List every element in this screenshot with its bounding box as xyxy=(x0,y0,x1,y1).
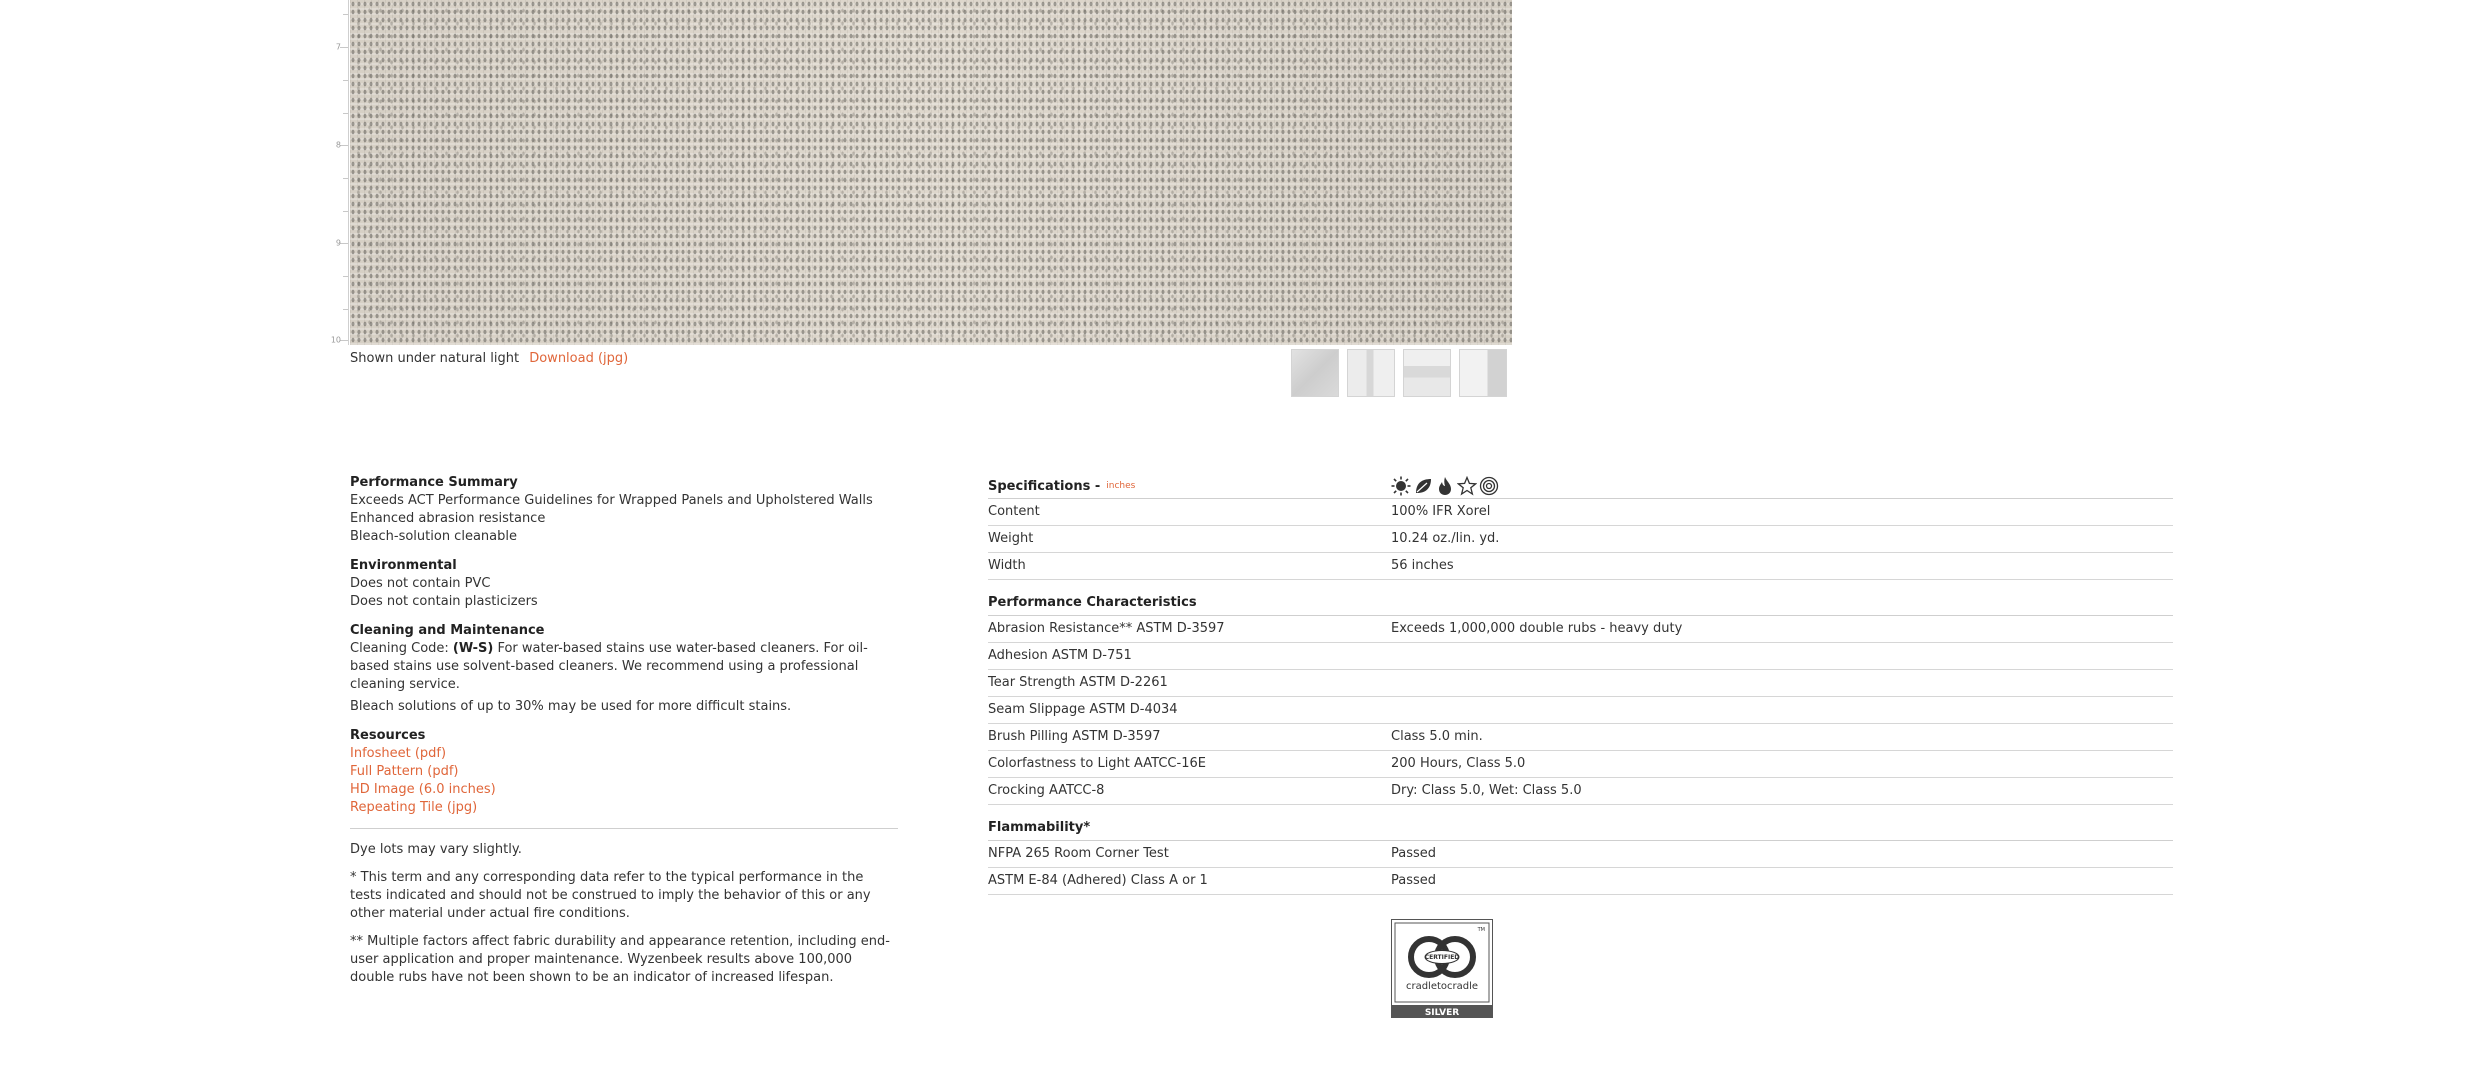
dye-lot-note: Dye lots may vary slightly. xyxy=(350,842,522,857)
image-caption xyxy=(350,351,628,366)
table-row xyxy=(988,643,2173,670)
performance-characteristics-title: Performance Characteristics xyxy=(988,586,2173,616)
row-label: Weight xyxy=(988,531,1034,546)
row-label: Crocking AATCC-8 xyxy=(988,783,1105,798)
cleaning-instructions: For water-based stains use water-based cleaners. For oil-based stains use solvent-based cleaners. We recommend using a professional cleaning service. xyxy=(350,641,868,692)
leaf-icon[interactable] xyxy=(1413,476,1433,496)
infosheet-pdf-link[interactable]: Infosheet (pdf) xyxy=(350,746,447,761)
target-icon[interactable] xyxy=(1479,476,1499,496)
table-row xyxy=(988,670,2173,697)
section-title: Resources xyxy=(350,728,426,743)
row-label: Width xyxy=(988,558,1026,573)
divider xyxy=(350,828,898,829)
row-value xyxy=(1391,697,2173,723)
row-value: Dry: Class 5.0, Wet: Class 5.0 xyxy=(1391,783,1582,798)
specifications-table xyxy=(988,474,2173,895)
repeating-tile-link[interactable]: Repeating Tile (jpg) xyxy=(350,800,478,815)
durability-disclaimer: ** Multiple factors affect fabric durability and appearance retention, including end-user application and proper maintenance. Wyzenbeek results above 100,000 double rubs have not been shown to be an indicator of increased lifespan. xyxy=(350,934,890,985)
row-label: Seam Slippage ASTM D-4034 xyxy=(988,702,1178,717)
cleaning-maintenance xyxy=(350,622,898,716)
product-details xyxy=(350,474,898,997)
table-row xyxy=(988,778,2173,805)
environmental-item: Does not contain plasticizers xyxy=(350,594,538,609)
row-value: Passed xyxy=(1391,846,1437,861)
brand-text: cradletocradle xyxy=(1405,981,1479,992)
flammability-title: Flammability* xyxy=(988,811,2173,841)
ruler-label: 8 xyxy=(335,140,341,150)
ruler-label: 7 xyxy=(335,42,341,52)
row-value: 56 inches xyxy=(1391,558,1454,573)
row-value: Passed xyxy=(1391,873,1437,888)
full-pattern-pdf-link[interactable]: Full Pattern (pdf) xyxy=(350,764,459,779)
fabric-swatch-image[interactable] xyxy=(350,0,1512,345)
row-label: Abrasion Resistance** ASTM D-3597 xyxy=(988,621,1225,636)
star-icon[interactable] xyxy=(1457,476,1477,496)
row-value: 10.24 oz./lin. yd. xyxy=(1391,531,1500,546)
row-value: Exceeds 1,000,000 double rubs - heavy duty xyxy=(1391,621,1683,636)
table-row xyxy=(988,868,2173,895)
specifications-title: Specifications - xyxy=(988,478,1101,494)
resources xyxy=(350,727,898,817)
thumbnail[interactable] xyxy=(1403,349,1451,397)
row-value: Class 5.0 min. xyxy=(1391,729,1483,744)
row-label: NFPA 265 Room Corner Test xyxy=(988,846,1169,861)
table-row xyxy=(988,616,2173,643)
specifications-header xyxy=(988,474,2173,499)
table-row xyxy=(988,841,2173,868)
units-toggle-link[interactable]: inches xyxy=(1106,481,1136,491)
hd-image-link[interactable]: HD Image (6.0 inches) xyxy=(350,782,496,797)
download-jpg-link[interactable]: Download (jpg) xyxy=(529,351,629,366)
section-title: Cleaning and Maintenance xyxy=(350,623,545,638)
environmental xyxy=(350,557,898,611)
table-row xyxy=(988,697,2173,724)
row-value: 100% IFR Xorel xyxy=(1391,504,1491,519)
row-value xyxy=(1391,670,2173,696)
ruler-label: 10 xyxy=(330,335,341,345)
summary-item: Bleach-solution cleanable xyxy=(350,529,517,544)
table-row xyxy=(988,751,2173,778)
row-label: ASTM E-84 (Adhered) Class A or 1 xyxy=(988,873,1208,888)
cradle-to-cradle-silver-logo xyxy=(1391,919,1493,1018)
ruler xyxy=(330,0,349,345)
row-label: Colorfastness to Light AATCC-16E xyxy=(988,756,1206,771)
row-value xyxy=(1391,643,2173,669)
table-row xyxy=(988,553,2173,580)
summary-item: Enhanced abrasion resistance xyxy=(350,511,546,526)
row-label: Content xyxy=(988,504,1040,519)
cleaning-text xyxy=(350,640,898,694)
silver-level-text: SILVER xyxy=(1424,1008,1460,1018)
caption-text: Shown under natural light xyxy=(350,351,520,366)
cleaning-code-label: Cleaning Code: xyxy=(350,641,453,656)
bleach-note: Bleach solutions of up to 30% may be used for more difficult stains. xyxy=(350,699,792,714)
section-title: Environmental xyxy=(350,558,457,573)
thumbnail[interactable] xyxy=(1347,349,1395,397)
table-row xyxy=(988,526,2173,553)
trademark-text: TM xyxy=(1477,927,1485,933)
section-title: Performance Summary xyxy=(350,475,518,490)
sun-icon[interactable] xyxy=(1391,476,1411,496)
cleaning-code: (W-S) xyxy=(452,641,494,656)
fire-disclaimer: * This term and any corresponding data refer to the typical performance in the tests indicated and should not be construed to imply the behavior of this or any other material under actual fire conditions. xyxy=(350,870,871,921)
attribute-icons xyxy=(1391,476,1499,496)
row-label: Brush Pilling ASTM D-3597 xyxy=(988,729,1161,744)
environmental-item: Does not contain PVC xyxy=(350,576,491,591)
table-row xyxy=(988,724,2173,751)
thumbnail[interactable] xyxy=(1291,349,1339,397)
table-row xyxy=(988,499,2173,526)
ruler-label: 9 xyxy=(335,238,341,248)
row-label: Adhesion ASTM D-751 xyxy=(988,648,1132,663)
summary-item: Exceeds ACT Performance Guidelines for Wrapped Panels and Upholstered Walls xyxy=(350,493,873,508)
flame-icon[interactable] xyxy=(1435,476,1455,496)
certified-text: CERTIFIED xyxy=(1424,954,1460,961)
performance-summary xyxy=(350,474,898,546)
thumbnail[interactable] xyxy=(1459,349,1507,397)
row-value: 200 Hours, Class 5.0 xyxy=(1391,756,1526,771)
row-label: Tear Strength ASTM D-2261 xyxy=(988,675,1168,690)
